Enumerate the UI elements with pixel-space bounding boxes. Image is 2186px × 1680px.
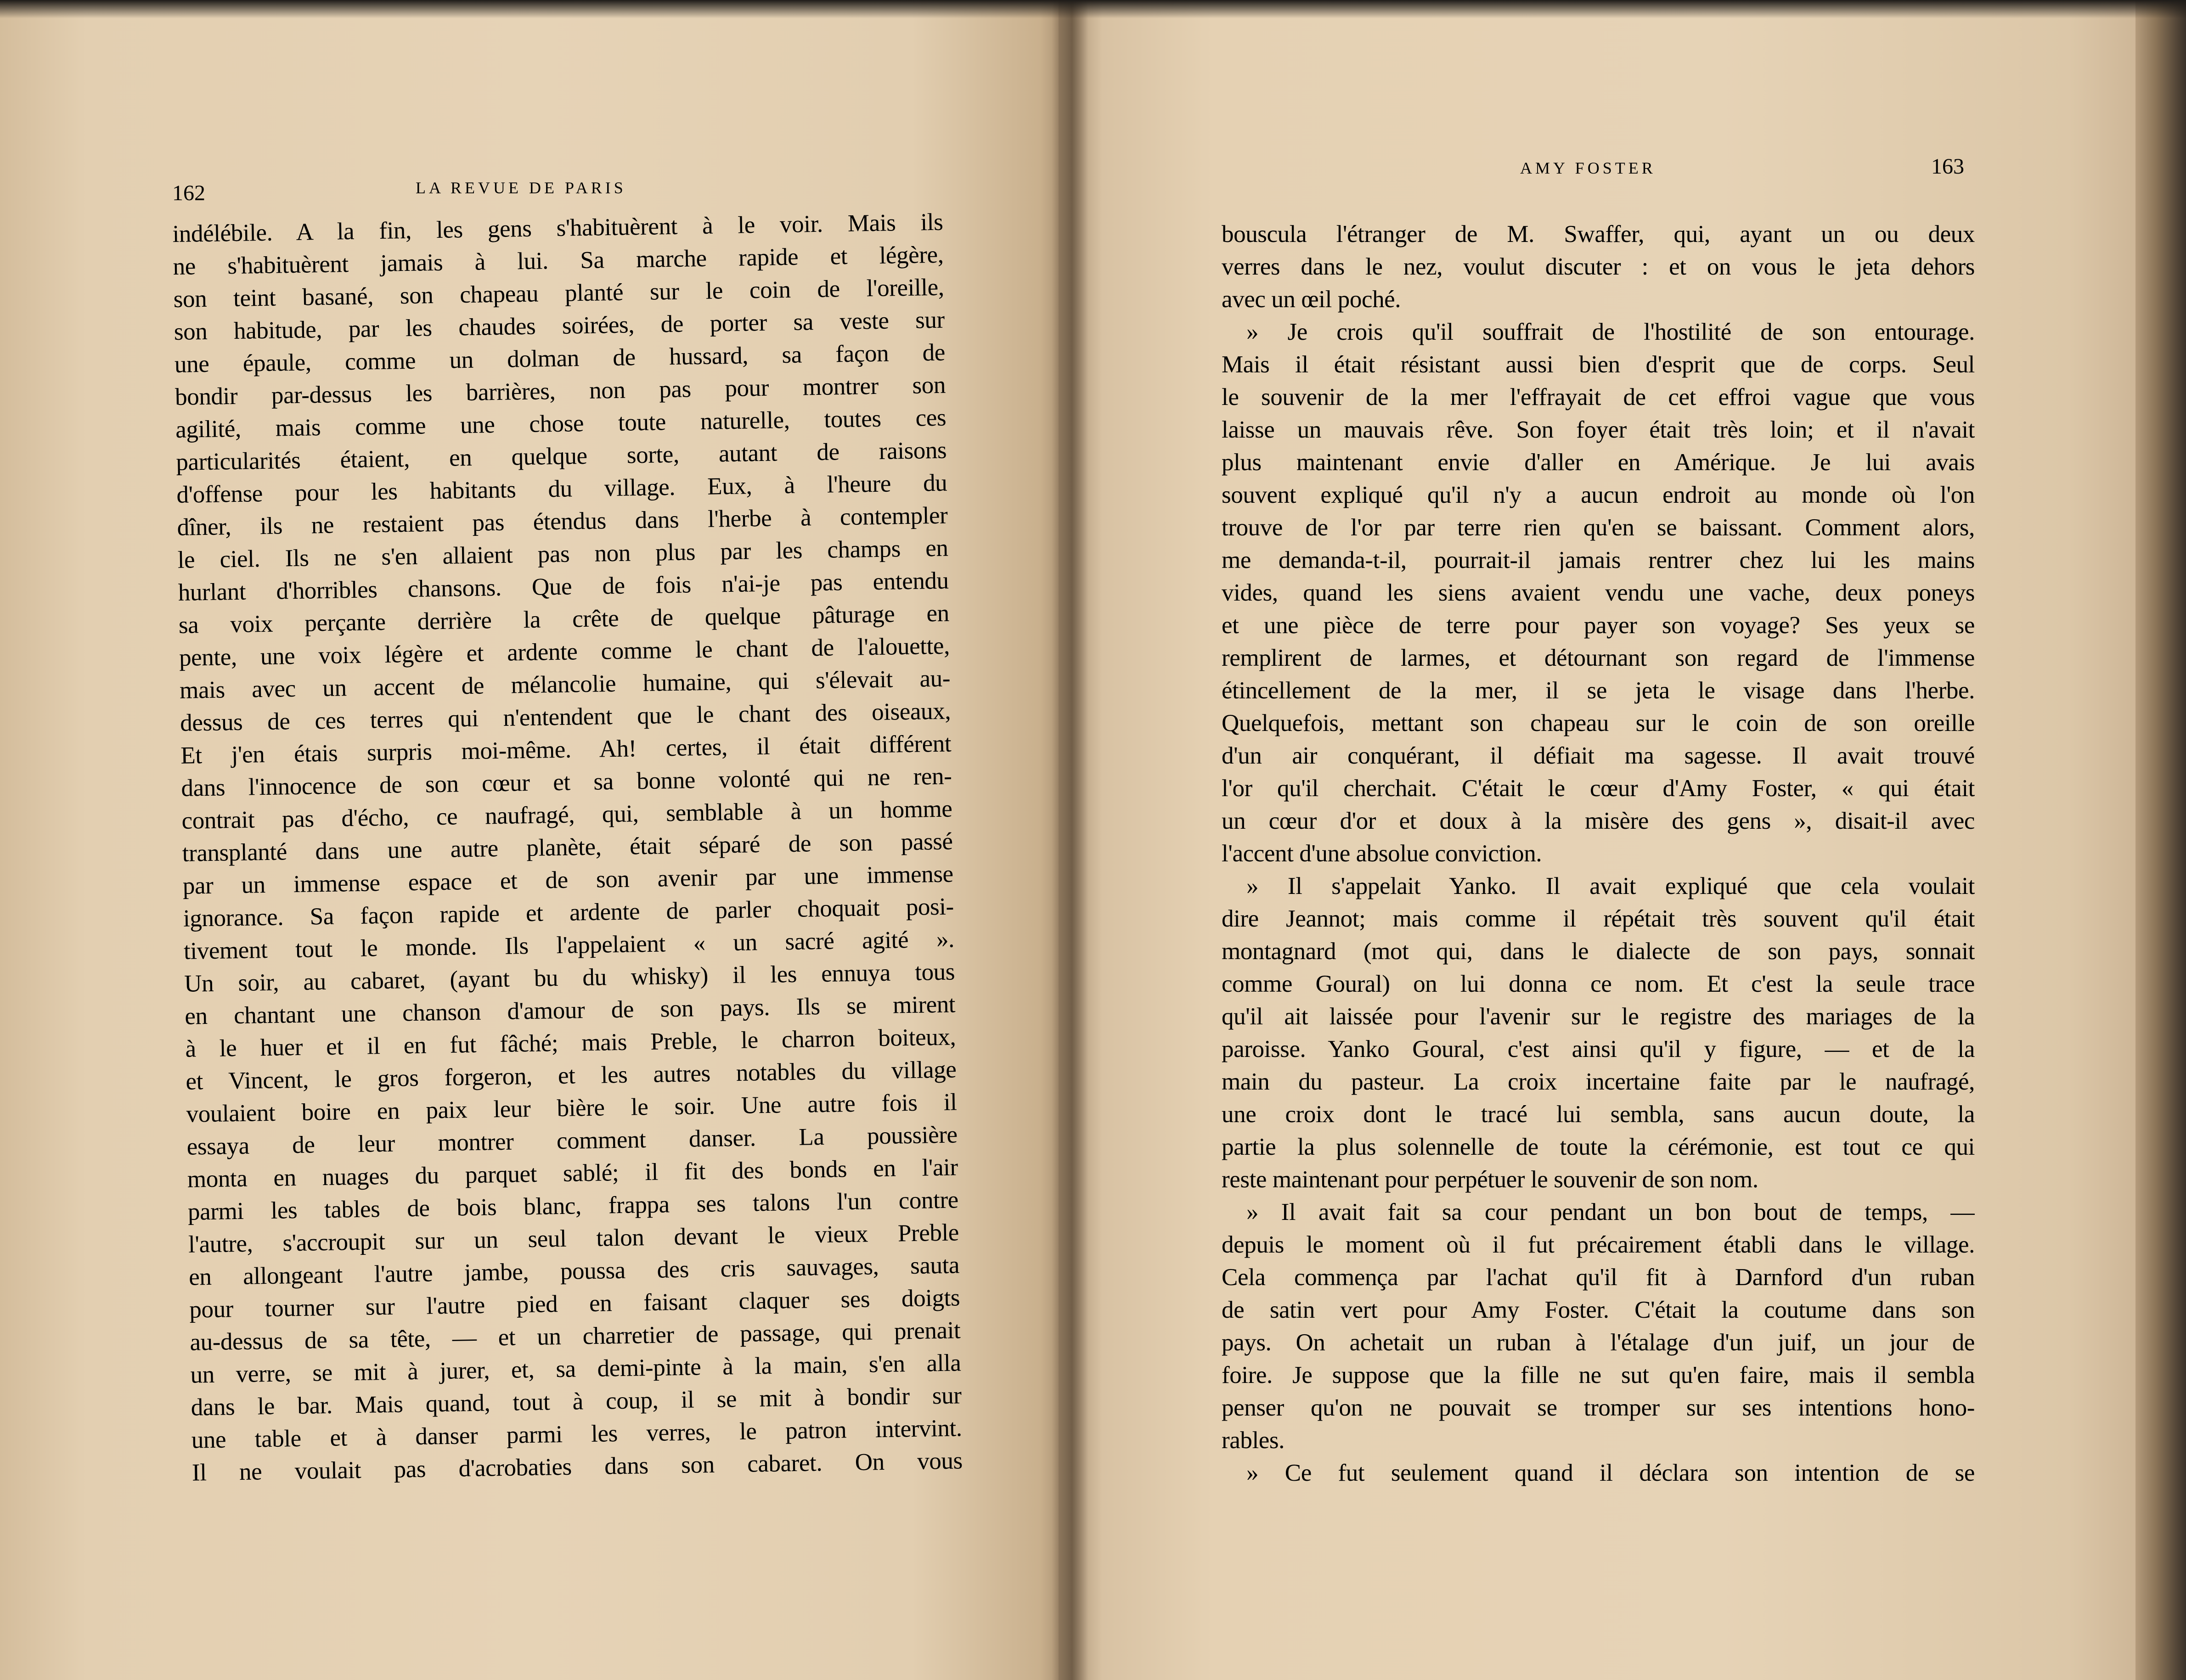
text-line: hurlant d'horribles chansons. Que de fois n'ai-je pas entendu [178,567,949,606]
text-line: pays. On achetait un ruban à l'étalage d'un juif, un jour de [1222,1329,1975,1356]
text-line: particularités étaient, en quelque sorte, autant de raisons [175,437,947,476]
text-line: transplanté dans une autre planète, était séparé de son passé [182,828,953,867]
text-line: en allongeant l'autre jambe, poussa des cris sauvages, sauta [188,1252,960,1291]
text-line: tivement tout le monde. Ils l'appelaient « un sacré agité ». [183,926,955,965]
text-line: pente, une voix légère et ardente comme le chant de l'alouette, [179,632,950,671]
text-line: Quelquefois, mettant son chapeau sur le coin de son oreille [1222,710,1975,736]
text-line: comme Goural) on lui donna ce nom. Et c'est la seule trace [1222,971,1975,997]
text-line: verres dans le nez, voulut discuter : et on vous le jeta dehors [1222,253,1975,280]
text-line: l'or qu'il cherchait. C'était le cœur d'Amy Foster, « qui était [1222,775,1975,802]
text-line: au-dessus de sa tête, — et un charretier de passage, qui prenait [190,1317,961,1356]
text-line: Cela commença par l'achat qu'il fit à Darnford d'un ruban [1222,1264,1975,1291]
text-line: voulaient boire en paix leur bière le soir. Une autre fois il [186,1089,957,1128]
text-line: montagnard (mot qui, dans le dialecte de son pays, sonnait [1222,938,1975,965]
text-line: dans le bar. Mais quand, tout à coup, il se mit à bondir sur [191,1382,962,1421]
text-line: laisse un mauvais rêve. Son foyer était très loin; et il n'avait [1222,416,1975,443]
text-line: de satin vert pour Amy Foster. C'était la coutume dans son [1222,1297,1975,1323]
text-line: dîner, ils ne restaient pas étendus dans l'herbe à contempler [177,502,948,541]
text-line: rables. [1222,1427,1285,1454]
scan-top-border [0,0,2186,18]
text-line: à le huer et il en fut fâché; mais Preble, le charron boiteux, [185,1023,956,1062]
text-line: contrait pas d'écho, ce naufragé, qui, semblable à un homme [181,795,952,834]
book-gutter [1052,0,1088,1680]
text-line: et une pièce de terre pour payer son voyage? Ses yeux se [1222,612,1975,639]
text-line: bondir par-dessus les barrières, non pas pour montrer son [175,371,946,410]
text-line: le souvenir de la mer l'effrayait de cet effroi vague que vous [1222,384,1975,410]
text-line: dans l'innocence de son cœur et sa bonne volonté qui ne ren- [181,763,952,802]
text-line: essaya de leur montrer comment danser. La poussière [186,1121,958,1160]
text-line: paroisse. Yanko Goural, c'est ainsi qu'il y figure, — et de la [1222,1036,1975,1062]
text-line: reste maintenant pour perpétuer le souvenir de son nom. [1222,1166,1758,1193]
text-line: mais avec un accent de mélancolie humaine, qui s'élevait au- [179,665,951,704]
text-line: dessus de ces terres qui n'entendent que le chant des oiseaux, [180,697,951,736]
text-line: depuis le moment où il fut précairement établi dans le village. [1222,1231,1975,1258]
text-line: » Il avait fait sa cour pendant un bon bout de temps, — [1246,1199,1975,1225]
right-page-number: 163 [1931,154,1964,179]
text-line: me demanda-t-il, pourrait-il jamais rentrer chez lui les mains [1222,547,1975,573]
text-line: l'autre, s'accroupit sur un seul talon devant le vieux Preble [188,1219,959,1258]
text-line: sa voix perçante derrière la crête de quelque pâturage en [178,600,950,639]
text-line: trouve de l'or par terre rien qu'en se baissant. Comment alors, [1222,514,1975,541]
text-line: partie la plus solennelle de toute la cérémonie, est tout ce qui [1222,1134,1975,1160]
page-edge-right [2135,0,2186,1680]
right-running-head: AMY FOSTER [1520,159,1656,177]
text-line: une épaule, comme un dolman de hussard, sa façon de [174,339,946,378]
text-line: un verre, se mit à jurer, et, sa demi-pinte à la main, s'en alla [190,1349,961,1388]
text-line: par un immense espace et de son avenir par une immense [182,860,954,899]
text-line: » Il s'appelait Yanko. Il avait expliqué que cela voulait [1246,873,1975,899]
text-line: l'accent d'une absolue conviction. [1222,840,1542,867]
text-line: son teint basané, son chapeau planté sur le coin de l'oreille, [173,274,945,313]
text-line: le ciel. Ils ne s'en allaient pas non plus par les champs en [177,534,948,573]
text-line: » Ce fut seulement quand il déclara son intention de se [1246,1460,1975,1486]
text-line: son habitude, par les chaudes soirées, de porter sa veste sur [174,306,945,345]
left-page-text [172,206,963,1489]
text-line: plus maintenant envie d'aller en Amérique. Je lui avais [1222,449,1975,476]
text-line: ne s'habituèrent jamais à lui. Sa marche rapide et légère, [173,241,944,280]
text-line: un cœur d'or et doux à la misère des gens », disait-il avec [1222,808,1975,834]
text-line: bouscula l'étranger de M. Swaffer, qui, ayant un ou deux [1222,221,1975,247]
right-page-text [1222,218,1975,1489]
text-line: souvent expliqué qu'il n'y a aucun endroit au monde où l'on [1222,482,1975,508]
text-line: et Vincent, le gros forgeron, et les autres notables du village [186,1056,957,1095]
text-line: une croix dont le tracé lui sembla, sans aucun doute, la [1222,1101,1975,1128]
text-line: étincellement de la mer, il se jeta le visage dans l'herbe. [1222,677,1975,704]
text-line: pour tourner sur l'autre pied en faisant claquer ses doigts [189,1284,960,1323]
text-line: avec un œil poché. [1222,286,1401,313]
text-line: ignorance. Sa façon rapide et ardente de parler choquait posi- [183,893,954,932]
text-line: » Je crois qu'il souffrait de l'hostilité de son entourage. [1246,319,1975,345]
text-line: main du pasteur. La croix incertaine faite par le naufragé, [1222,1068,1975,1095]
text-line: Un soir, au cabaret, (ayant bu du whisky) il les ennuya tous [184,958,955,997]
text-line: qu'il ait laissée pour l'avenir sur le registre des mariages de la [1222,1003,1975,1030]
left-page-number: 162 [172,181,205,205]
text-line: penser qu'on ne pouvait se tromper sur ses intentions hono- [1222,1394,1975,1421]
text-line: vides, quand les siens avaient vendu une vache, deux poneys [1222,579,1975,606]
text-line: Mais il était résistant aussi bien d'esprit que de corps. Seul [1222,351,1975,378]
text-line: Et j'en étais surpris moi-même. Ah! certes, il était différent [180,730,952,769]
text-line: parmi les tables de bois blanc, frappa ses talons l'un contre [187,1186,959,1225]
text-line: remplirent de larmes, et détournant son regard de l'immense [1222,645,1975,671]
text-line: d'offense pour les habitants du village. Eux, à l'heure du [176,469,947,508]
text-line: foire. Je suppose que la fille ne sut qu'en faire, mais il sembla [1222,1362,1975,1388]
text-line: monta en nuages du parquet sablé; il fit des bonds en l'air [187,1154,958,1193]
text-line: agilité, mais comme une chose toute naturelle, toutes ces [175,404,947,443]
text-line: une table et à danser parmi les verres, le patron intervint. [191,1415,963,1454]
text-line: Il ne voulait pas d'acrobaties dans son cabaret. On vous [192,1447,963,1486]
text-line: dire Jeannot; mais comme il répétait très souvent qu'il était [1222,905,1975,932]
text-line: d'un air conquérant, il défiait ma sagesse. Il avait trouvé [1222,742,1975,769]
left-running-head: LA REVUE DE PARIS [416,179,626,197]
text-line: en chantant une chanson d'amour de son pays. Ils se mirent [184,991,956,1030]
text-line: indélébile. A la fin, les gens s'habituèrent à le voir. Mais ils [172,208,943,247]
